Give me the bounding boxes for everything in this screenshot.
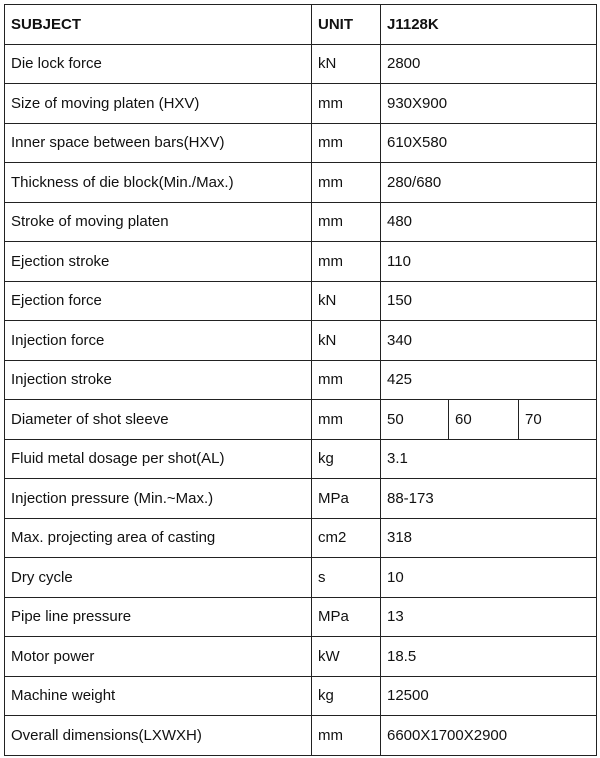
subject-cell: Pipe line pressure — [5, 597, 312, 637]
unit-cell: MPa — [312, 479, 381, 519]
table-row — [5, 597, 597, 637]
value-cell: 2800 — [381, 44, 597, 84]
table-row — [5, 360, 597, 400]
value-cell: 318 — [381, 518, 597, 558]
table-row — [5, 281, 597, 321]
subject-cell: Die lock force — [5, 44, 312, 84]
subject-cell: Injection pressure (Min.~Max.) — [5, 479, 312, 519]
subject-cell: Diameter of shot sleeve — [5, 400, 312, 440]
subject-cell: Thickness of die block(Min./Max.) — [5, 163, 312, 203]
unit-cell: cm2 — [312, 518, 381, 558]
value-cell: 10 — [381, 558, 597, 598]
unit-cell: mm — [312, 202, 381, 242]
unit-cell: kN — [312, 44, 381, 84]
table-row — [5, 439, 597, 479]
subject-cell: Stroke of moving platen — [5, 202, 312, 242]
subject-cell: Fluid metal dosage per shot(AL) — [5, 439, 312, 479]
table-row — [5, 676, 597, 716]
table-row — [5, 321, 597, 361]
subject-cell: Dry cycle — [5, 558, 312, 598]
table-row — [5, 518, 597, 558]
subject-cell: Max. projecting area of casting — [5, 518, 312, 558]
value-cell: 610X580 — [381, 123, 597, 163]
unit-cell: mm — [312, 360, 381, 400]
subject-cell: Motor power — [5, 637, 312, 677]
unit-header: UNIT — [312, 5, 381, 45]
unit-cell: mm — [312, 84, 381, 124]
spec-table — [4, 4, 597, 756]
subject-cell: Overall dimensions(LXWXH) — [5, 716, 312, 756]
subject-header: SUBJECT — [5, 5, 312, 45]
unit-cell: kN — [312, 321, 381, 361]
table-row — [5, 479, 597, 519]
value-cell: 930X900 — [381, 84, 597, 124]
unit-cell: s — [312, 558, 381, 598]
unit-cell: kW — [312, 637, 381, 677]
value-cell: 13 — [381, 597, 597, 637]
value-cell-1: 50 — [381, 400, 449, 440]
unit-cell: MPa — [312, 597, 381, 637]
table-row — [5, 716, 597, 756]
value-cell: 12500 — [381, 676, 597, 716]
table-row — [5, 44, 597, 84]
table-row — [5, 163, 597, 203]
value-cell: 110 — [381, 242, 597, 282]
value-cell: 6600X1700X2900 — [381, 716, 597, 756]
value-cell: 88-173 — [381, 479, 597, 519]
unit-cell: mm — [312, 163, 381, 203]
value-cell: 150 — [381, 281, 597, 321]
subject-cell: Size of moving platen (HXV) — [5, 84, 312, 124]
value-cell: 18.5 — [381, 637, 597, 677]
table-row — [5, 242, 597, 282]
subject-cell: Injection force — [5, 321, 312, 361]
subject-cell: Machine weight — [5, 676, 312, 716]
unit-cell: mm — [312, 400, 381, 440]
unit-cell: kg — [312, 676, 381, 716]
table-row — [5, 400, 597, 440]
table-row — [5, 637, 597, 677]
header-row — [5, 5, 597, 45]
subject-cell: Ejection stroke — [5, 242, 312, 282]
unit-cell: kN — [312, 281, 381, 321]
model-header: J1128K — [381, 5, 597, 45]
subject-cell: Injection stroke — [5, 360, 312, 400]
unit-cell: kg — [312, 439, 381, 479]
table-row — [5, 558, 597, 598]
value-cell: 340 — [381, 321, 597, 361]
value-cell: 480 — [381, 202, 597, 242]
unit-cell: mm — [312, 123, 381, 163]
table-row — [5, 123, 597, 163]
subject-cell: Ejection force — [5, 281, 312, 321]
value-cell-3: 70 — [519, 400, 597, 440]
value-cell: 425 — [381, 360, 597, 400]
value-cell: 280/680 — [381, 163, 597, 203]
value-cell: 3.1 — [381, 439, 597, 479]
table-row — [5, 202, 597, 242]
unit-cell: mm — [312, 242, 381, 282]
table-row — [5, 84, 597, 124]
value-cell-2: 60 — [449, 400, 519, 440]
subject-cell: Inner space between bars(HXV) — [5, 123, 312, 163]
unit-cell: mm — [312, 716, 381, 756]
